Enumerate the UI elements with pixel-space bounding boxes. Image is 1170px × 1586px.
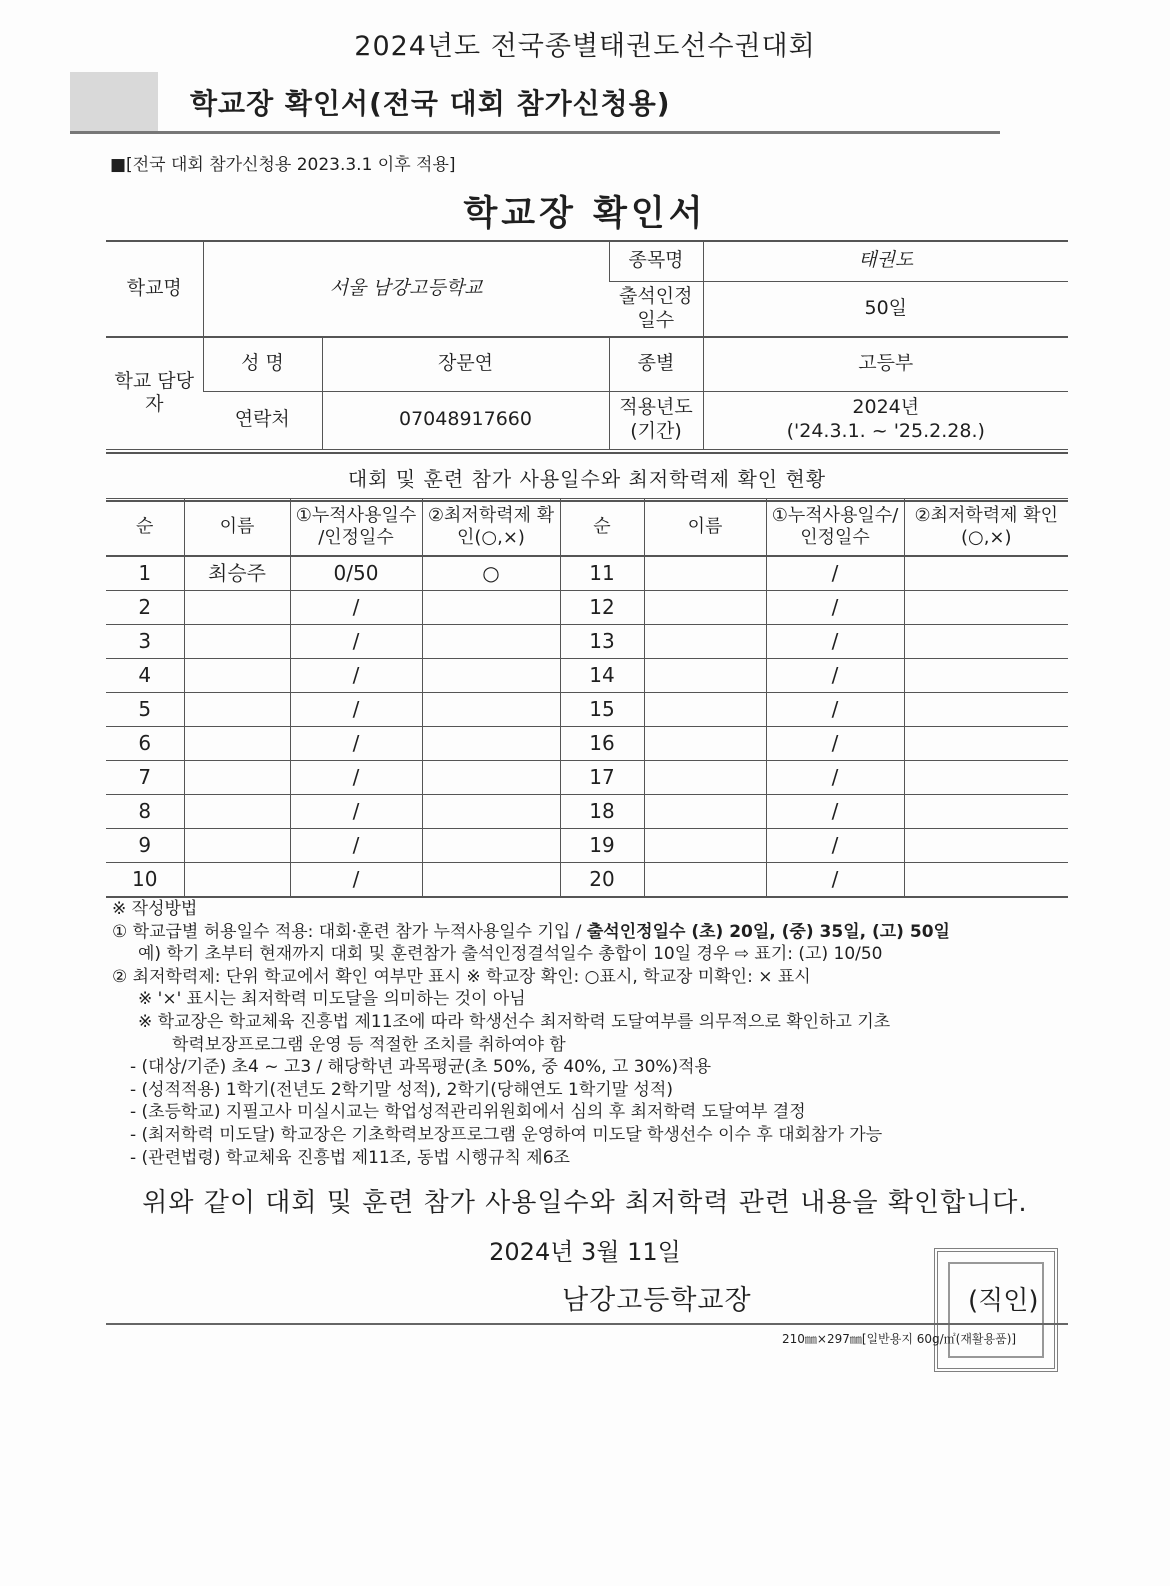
table-row [106,727,1068,761]
status-section-title: 대회 및 훈련 참가 사용일수와 최저학력제 확인 현황 [106,452,1068,502]
row-days: / [766,863,904,898]
row-check [904,795,1068,829]
row-check [904,625,1068,659]
row-check [904,591,1068,625]
note-4: ※ 학교장은 학교체육 진흥법 제11조에 따라 학생선수 최저학력 도달여부를 의무적으로 확인하고 기초 [138,1012,891,1033]
writing-instructions [112,898,1072,1169]
row-no: 19 [560,829,644,863]
division-value: 고등부 [703,337,1068,391]
detail-3: - (초등학교) 지필고사 미실시교는 학업성적관리위원회에서 심의 후 최저학력 도달여부 결정 [130,1102,806,1123]
signer-name: 남강고등학교장 [562,1285,752,1316]
header-divider [70,131,1000,134]
row-check [422,795,560,829]
row-no: 20 [560,863,644,898]
row-check [904,829,1068,863]
col-days-header: ①누적사용일수 /인정일수 [290,499,422,557]
attendance-label: 출석인정 일수 [609,281,703,337]
event-title: 2024년도 전국종별태권도선수권대회 [354,31,816,62]
row-check [904,659,1068,693]
row-days: / [290,591,422,625]
detail-5: - (관련법령) 학교체육 진흥법 제11조, 동법 시행규칙 제6조 [130,1147,570,1168]
row-days: / [290,761,422,795]
col-name-header: 이름 [644,499,766,557]
row-check [422,591,560,625]
row-check [904,863,1068,898]
row-no: 1 [106,556,184,591]
row-no: 17 [560,761,644,795]
row-name [644,591,766,625]
row-name [644,693,766,727]
detail-4: - (최저학력 미도달) 학교장은 기초학력보장프로그램 운영하여 미도달 학생선수 이수 후 대회참가 가능 [130,1125,883,1146]
row-name: 최승주 [184,556,290,591]
period-value: ('24.3.1. ~ '25.2.28.) [786,420,985,442]
attendance-value: 50일 [703,281,1068,337]
table-row [106,795,1068,829]
note-1-bold: 출석인정일수 (초) 20일, (중) 35일, (고) 50일 [586,921,950,942]
row-no: 9 [106,829,184,863]
row-name [644,863,766,898]
school-label: 학교명 [106,241,203,337]
info-table [106,240,1068,450]
row-name [644,795,766,829]
row-name [184,591,290,625]
row-name [644,659,766,693]
row-days: / [766,693,904,727]
confirmation-statement: 위와 같이 대회 및 훈련 참가 사용일수와 최저학력 관련 내용을 확인합니다. [142,1188,1028,1218]
row-days: 0/50 [290,556,422,591]
row-check [904,761,1068,795]
row-check [904,556,1068,591]
note-2: ② 최저학력제: 단위 학교에서 확인 여부만 표시 ※ 학교장 확인: ○표시, 학교장 미확인: × 표시 [112,966,811,987]
year-label: 적용년도 (기간) [609,391,703,449]
row-check [422,659,560,693]
row-no: 16 [560,727,644,761]
row-name [644,556,766,591]
year-value: 2024년 [852,396,920,419]
row-no: 18 [560,795,644,829]
note-1-example: 예) 학기 초부터 현재까지 대회 및 훈련참가 출석인정결석일수 총합이 10일 경우 ⇨ 표기: (고) 10/50 [138,944,883,965]
row-days: / [766,659,904,693]
row-name [184,727,290,761]
document-subtitle: 학교장 확인서(전국 대회 참가신청용) [190,87,671,120]
form-title: 학교장 확인서 [463,194,707,234]
row-name [644,761,766,795]
row-name [644,829,766,863]
row-days: / [290,829,422,863]
row-name [644,625,766,659]
row-no: 3 [106,625,184,659]
name-label: 성 명 [203,337,322,391]
row-check [422,863,560,898]
row-no: 13 [560,625,644,659]
col-check-header: ②최저학력제 확인(○,×) [904,499,1068,557]
note-1-text: ① 학교급별 허용일수 적용: 대회·훈련 참가 누적사용일수 기입 / [112,921,587,942]
row-days: / [766,556,904,591]
row-days: / [766,625,904,659]
sport-label: 종목명 [609,241,703,281]
row-days: / [290,625,422,659]
row-no: 6 [106,727,184,761]
manager-label: 학교 담당자 [106,337,203,449]
header-gray-block [70,72,158,134]
note-3: ※ '×' 표시는 최저학력 미도달을 의미하는 것이 아님 [138,989,526,1010]
row-days: / [290,693,422,727]
scope-note: ■[전국 대회 참가신청용 2023.3.1 이후 적용] [110,155,456,175]
row-name [184,761,290,795]
roster-table [106,498,1068,898]
row-check: ○ [422,556,560,591]
row-no: 2 [106,591,184,625]
detail-1: - (대상/기준) 초4 ~ 고3 / 해당학년 과목평균(초 50%, 중 40%, 고 30%)적용 [130,1057,712,1078]
col-days-header: ①누적사용일수/ 인정일수 [766,499,904,557]
row-check [422,761,560,795]
notes-heading: ※ 작성방법 [112,899,198,919]
roster-header-row [106,499,1068,557]
row-name [644,727,766,761]
row-name [184,863,290,898]
row-check [422,829,560,863]
row-check [422,727,560,761]
row-name [184,829,290,863]
row-no: 12 [560,591,644,625]
table-row [106,829,1068,863]
row-days: / [290,795,422,829]
contact-value: 07048917660 [322,391,609,449]
footer-divider [106,1323,1068,1325]
row-check [422,625,560,659]
table-row [106,556,1068,591]
row-days: / [766,591,904,625]
row-no: 8 [106,795,184,829]
contact-label: 연락처 [203,391,322,449]
table-row [106,863,1068,898]
issue-date: 2024년 3월 11일 [489,1238,681,1266]
note-4-continued: 학력보장프로그램 운영 등 적절한 조치를 취하여야 함 [172,1034,566,1055]
row-name [184,625,290,659]
row-no: 11 [560,556,644,591]
seal-label: (직인) [968,1286,1039,1316]
row-name [184,795,290,829]
row-check [904,693,1068,727]
col-check-header: ②최저학력제 확인(○,×) [422,499,560,557]
row-check [904,727,1068,761]
name-value: 장문연 [322,337,609,391]
col-name-header: 이름 [184,499,290,557]
detail-2: - (성적적용) 1학기(전년도 2학기말 성적), 2학기(당해연도 1학기말 성적) [130,1079,673,1100]
school-value: 서울 남강고등학교 [203,241,609,337]
row-no: 4 [106,659,184,693]
row-days: / [766,761,904,795]
row-no: 5 [106,693,184,727]
row-no: 15 [560,693,644,727]
year-cell [703,391,1068,449]
row-days: / [290,863,422,898]
table-row [106,591,1068,625]
row-days: / [290,727,422,761]
col-no-header: 순 [106,499,184,557]
sport-value: 태권도 [703,241,1068,281]
table-row [106,693,1068,727]
table-row [106,659,1068,693]
row-days: / [766,727,904,761]
row-days: / [290,659,422,693]
col-no-header: 순 [560,499,644,557]
row-no: 14 [560,659,644,693]
note-1 [112,921,1072,944]
row-name [184,659,290,693]
row-days: / [766,795,904,829]
row-no: 10 [106,863,184,898]
row-check [422,693,560,727]
table-row [106,625,1068,659]
table-row [106,761,1068,795]
paper-spec: 210㎜×297㎜[일반용지 60g/㎡(재활용품)] [782,1332,1017,1346]
row-name [184,693,290,727]
division-label: 종별 [609,337,703,391]
row-days: / [766,829,904,863]
row-no: 7 [106,761,184,795]
